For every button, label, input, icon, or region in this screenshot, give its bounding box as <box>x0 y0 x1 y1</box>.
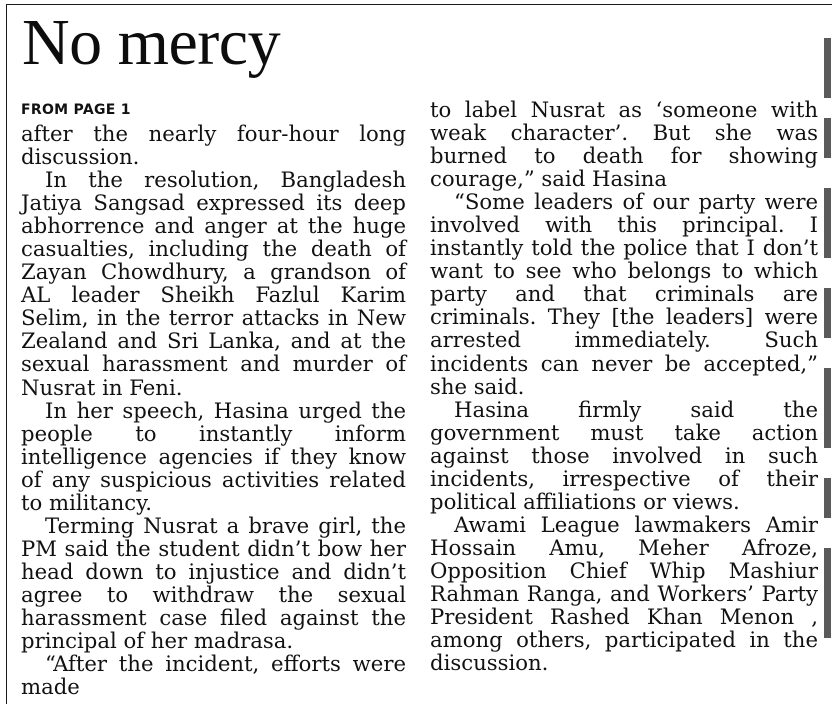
paragraph: “Some leaders of our party were involved with this principal. I instantly told the police that I don’t want to see who belongs to which party and that criminals are criminals. They [the leaders] were arrested immediately. Such incidents can never be accepted,” she said. <box>430 189 818 399</box>
headline: No mercy <box>22 6 281 79</box>
jump-line: FROM PAGE 1 <box>21 102 131 118</box>
article-column-left <box>21 98 406 698</box>
paragraph: to label Nusrat as ‘someone with weak character’. But she was burned to death for showing courage,” said Hasina <box>430 97 818 192</box>
article-column-right <box>430 98 818 674</box>
adjacent-column-edge <box>822 38 832 678</box>
paragraph: In the resolution, Bangladesh Jatiya Sangsad expressed its deep abhorrence and anger at the huge casualties, including the death of Zayan Chowdhury, a grandson of AL leader Sheikh Fazlul Karim Selim, in the terror attacks in New Zealand and Sri Lanka, and at the sexual harassment and murder of Nusrat in Feni. <box>21 167 406 400</box>
paragraph: “After the incident, efforts were made <box>21 651 406 700</box>
paragraph: after the nearly four-hour long discussion. <box>21 121 406 170</box>
paragraph: Terming Nusrat a brave girl, the PM said the student didn’t bow her head down to injustice and didn’t agree to withdraw the sexual harassment case filed against the principal of her madrasa. <box>21 512 406 654</box>
paragraph: Hasina firmly said the government must take action against those involved in such incidents, irrespective of their political affiliations or views. <box>430 396 818 514</box>
paragraph: Awami League lawmakers Amir Hossain Amu, Meher Afroze, Opposition Chief Whip Mashiur Rahman Ranga, and Workers’ Party President Rashed Khan Menon , among others, participated in the discussion. <box>430 511 818 676</box>
paragraph: In her speech, Hasina urged the people to instantly inform intelligence agencies if they know of any suspicious activities related to militancy. <box>21 397 406 515</box>
